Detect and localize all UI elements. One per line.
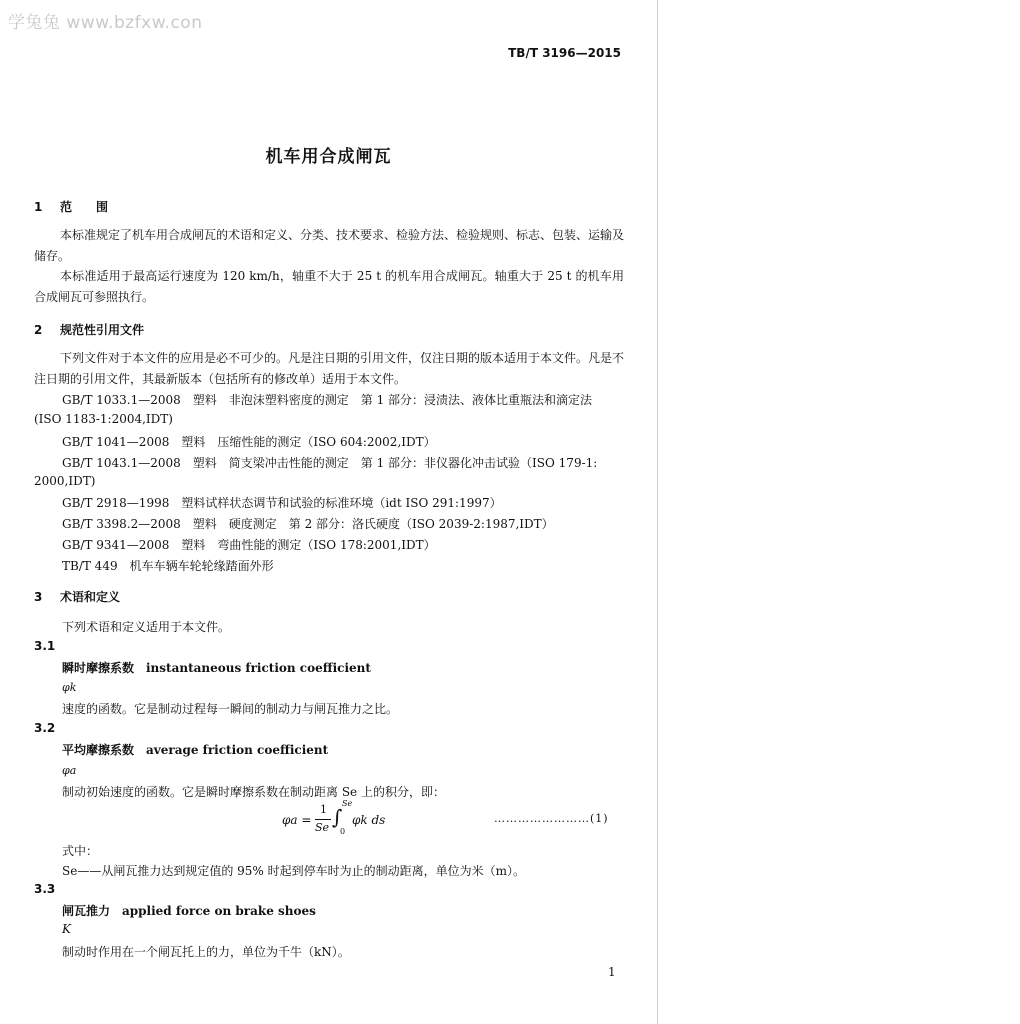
reference-item: GB/T 1033.1—2008 塑料 非泡沫塑料密度的测定 第 1 部分：浸渍法、液体比重瓶法和滴定法 [62,393,593,407]
term-heading: 闸瓦推力 applied force on brake shoes [62,904,316,918]
fraction-numerator: 1 [320,803,327,816]
reference-item: GB/T 3398.2—2008 塑料 硬度测定 第 2 部分：洛氏硬度（ISO 2039-2:1987,IDT） [62,517,554,531]
reference-item-continued: 2000,IDT) [34,474,96,488]
term-symbol: K [62,922,71,936]
references-intro-paragraph: 下列文件对于本文件的应用是必不可少的。凡是注日期的引用文件，仅注日期的版本适用于本文件。凡是不注日期的引用文件，其最新版本（包括所有的修改单）适用于本文件。 [34,351,625,386]
reference-item: GB/T 9341—2008 塑料 弯曲性能的测定（ISO 178:2001,IDT） [62,538,436,552]
term-definition: 速度的函数。它是制动过程每一瞬间的制动力与闸瓦推力之比。 [62,702,399,716]
section-1-heading [34,198,108,215]
terms-intro: 下列术语和定义适用于本文件。 [62,620,231,634]
term-heading: 平均摩擦系数 average friction coefficient [62,743,329,757]
section-number: 2 [34,323,43,337]
equation-lhs: φa = [282,813,312,827]
section-title: 规范性引用文件 [60,323,145,337]
reference-item: TB/T 449 机车车辆车轮轮缘踏面外形 [62,559,274,573]
page-edge-divider [657,0,658,1024]
document-title: 机车用合成闸瓦 [265,147,392,167]
clause-number: 3.1 [34,639,56,653]
scope-paragraph-2: 本标准适用于最高运行速度为 120 km/h，轴重不大于 25 t 的机车用合成闸瓦。轴重大于 25 t 的机车用合成闸瓦可参照执行。 [34,269,624,304]
term-heading: 瞬时摩擦系数 instantaneous friction coefficient [62,661,371,675]
term-symbol: φa [62,764,77,777]
clause-number: 3.3 [34,882,56,896]
watermark: 学兔兔 www.bzfxw.con [8,13,203,33]
reference-item: GB/T 1043.1—2008 塑料 简支梁冲击性能的测定 第 1 部分：非仪器化冲击试验（ISO 179-1: [62,456,598,470]
section-number: 1 [34,200,43,214]
section-title: 术语和定义 [60,590,121,604]
reference-item-continued: (ISO 1183-1:2004,IDT) [34,412,173,426]
standard-number: TB/T 3196—2015 [508,46,621,60]
integral-sign: ∫ [332,805,343,829]
term-definition: 制动时作用在一个闸瓦托上的力，单位为千牛（kN）。 [62,945,350,959]
integral-lower-limit: 0 [340,827,346,836]
section-number: 3 [34,590,43,604]
where-label: 式中： [62,844,99,858]
reference-item: GB/T 2918—1998 塑料试样状态调节和试验的标准环境（idt ISO 291:1997） [62,496,502,510]
scope-paragraph-1: 本标准规定了机车用合成闸瓦的术语和定义、分类、技术要求、检验方法、检验规则、标志、包装、运输及储存。 [34,228,625,263]
section-2-heading [34,321,144,338]
equation-number: ……………………(1) [494,812,609,825]
section-title: 范 围 [60,200,109,214]
term-symbol: φk [62,681,77,694]
fraction-bar [315,819,331,820]
page-number: 1 [608,965,616,979]
fraction-denominator: Se [315,821,330,834]
symbol-definition: Se——从闸瓦推力达到规定值的 95% 时起到停车时为止的制动距离，单位为米（m）。 [62,864,526,878]
reference-item: GB/T 1041—2008 塑料 压缩性能的测定（ISO 604:2002,IDT） [62,435,436,449]
integral-upper-limit: Se [342,799,353,808]
integrand: φk ds [352,813,386,827]
clause-number: 3.2 [34,721,56,735]
section-3-heading [34,588,120,605]
term-definition: 制动初始速度的函数。它是瞬时摩擦系数在制动距离 Se 上的积分，即： [62,785,445,799]
